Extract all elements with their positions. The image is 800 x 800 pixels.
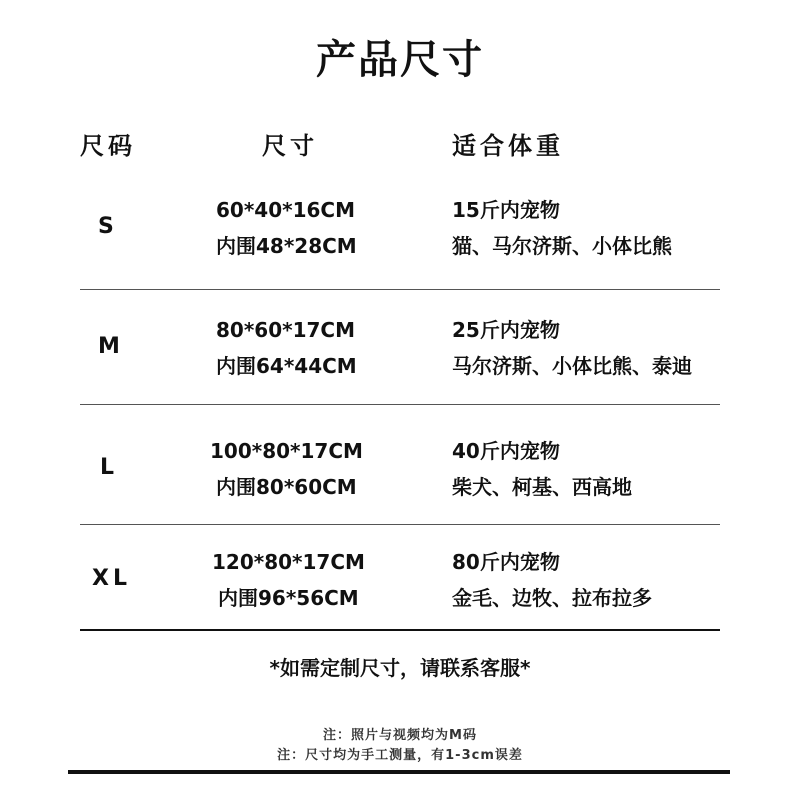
measurement-note: 注：尺寸均为手工测量，有1-3cm误差 bbox=[277, 748, 523, 763]
size-code: M bbox=[98, 334, 120, 359]
outer-dimensions: 80*60*17CM bbox=[216, 318, 355, 342]
page-title: 产品尺寸 bbox=[316, 37, 484, 83]
size-code: S bbox=[98, 214, 114, 239]
outer-dimensions: 120*80*17CM bbox=[212, 550, 365, 574]
inner-dimensions: 内围64*44CM bbox=[216, 354, 357, 378]
weight-range: 40斤内宠物 bbox=[452, 439, 560, 463]
suitable-breeds: 柴犬、柯基、西高地 bbox=[452, 475, 632, 499]
inner-dimensions: 内围48*28CM bbox=[216, 234, 357, 258]
size-code: L bbox=[100, 455, 115, 480]
table-bottom-border bbox=[80, 629, 720, 631]
outer-dimensions: 100*80*17CM bbox=[210, 439, 363, 463]
suitable-breeds: 马尔济斯、小体比熊、泰迪 bbox=[452, 354, 692, 378]
photo-note: 注：照片与视频均为M码 bbox=[323, 728, 477, 743]
row-divider bbox=[80, 524, 720, 525]
header-size: 尺码 bbox=[80, 132, 136, 160]
bottom-rule bbox=[68, 770, 730, 774]
outer-dimensions: 60*40*16CM bbox=[216, 198, 355, 222]
weight-range: 80斤内宠物 bbox=[452, 550, 560, 574]
suitable-breeds: 猫、马尔济斯、小体比熊 bbox=[452, 234, 672, 258]
row-divider bbox=[80, 289, 720, 290]
weight-range: 25斤内宠物 bbox=[452, 318, 560, 342]
header-weight: 适合体重 bbox=[452, 132, 564, 160]
row-divider bbox=[80, 404, 720, 405]
header-dimensions: 尺寸 bbox=[262, 132, 318, 160]
custom-size-note: *如需定制尺寸，请联系客服* bbox=[269, 656, 531, 680]
weight-range: 15斤内宠物 bbox=[452, 198, 560, 222]
inner-dimensions: 内围80*60CM bbox=[216, 475, 357, 499]
inner-dimensions: 内围96*56CM bbox=[218, 586, 359, 610]
suitable-breeds: 金毛、边牧、拉布拉多 bbox=[452, 586, 652, 610]
size-code: XL bbox=[92, 566, 131, 591]
